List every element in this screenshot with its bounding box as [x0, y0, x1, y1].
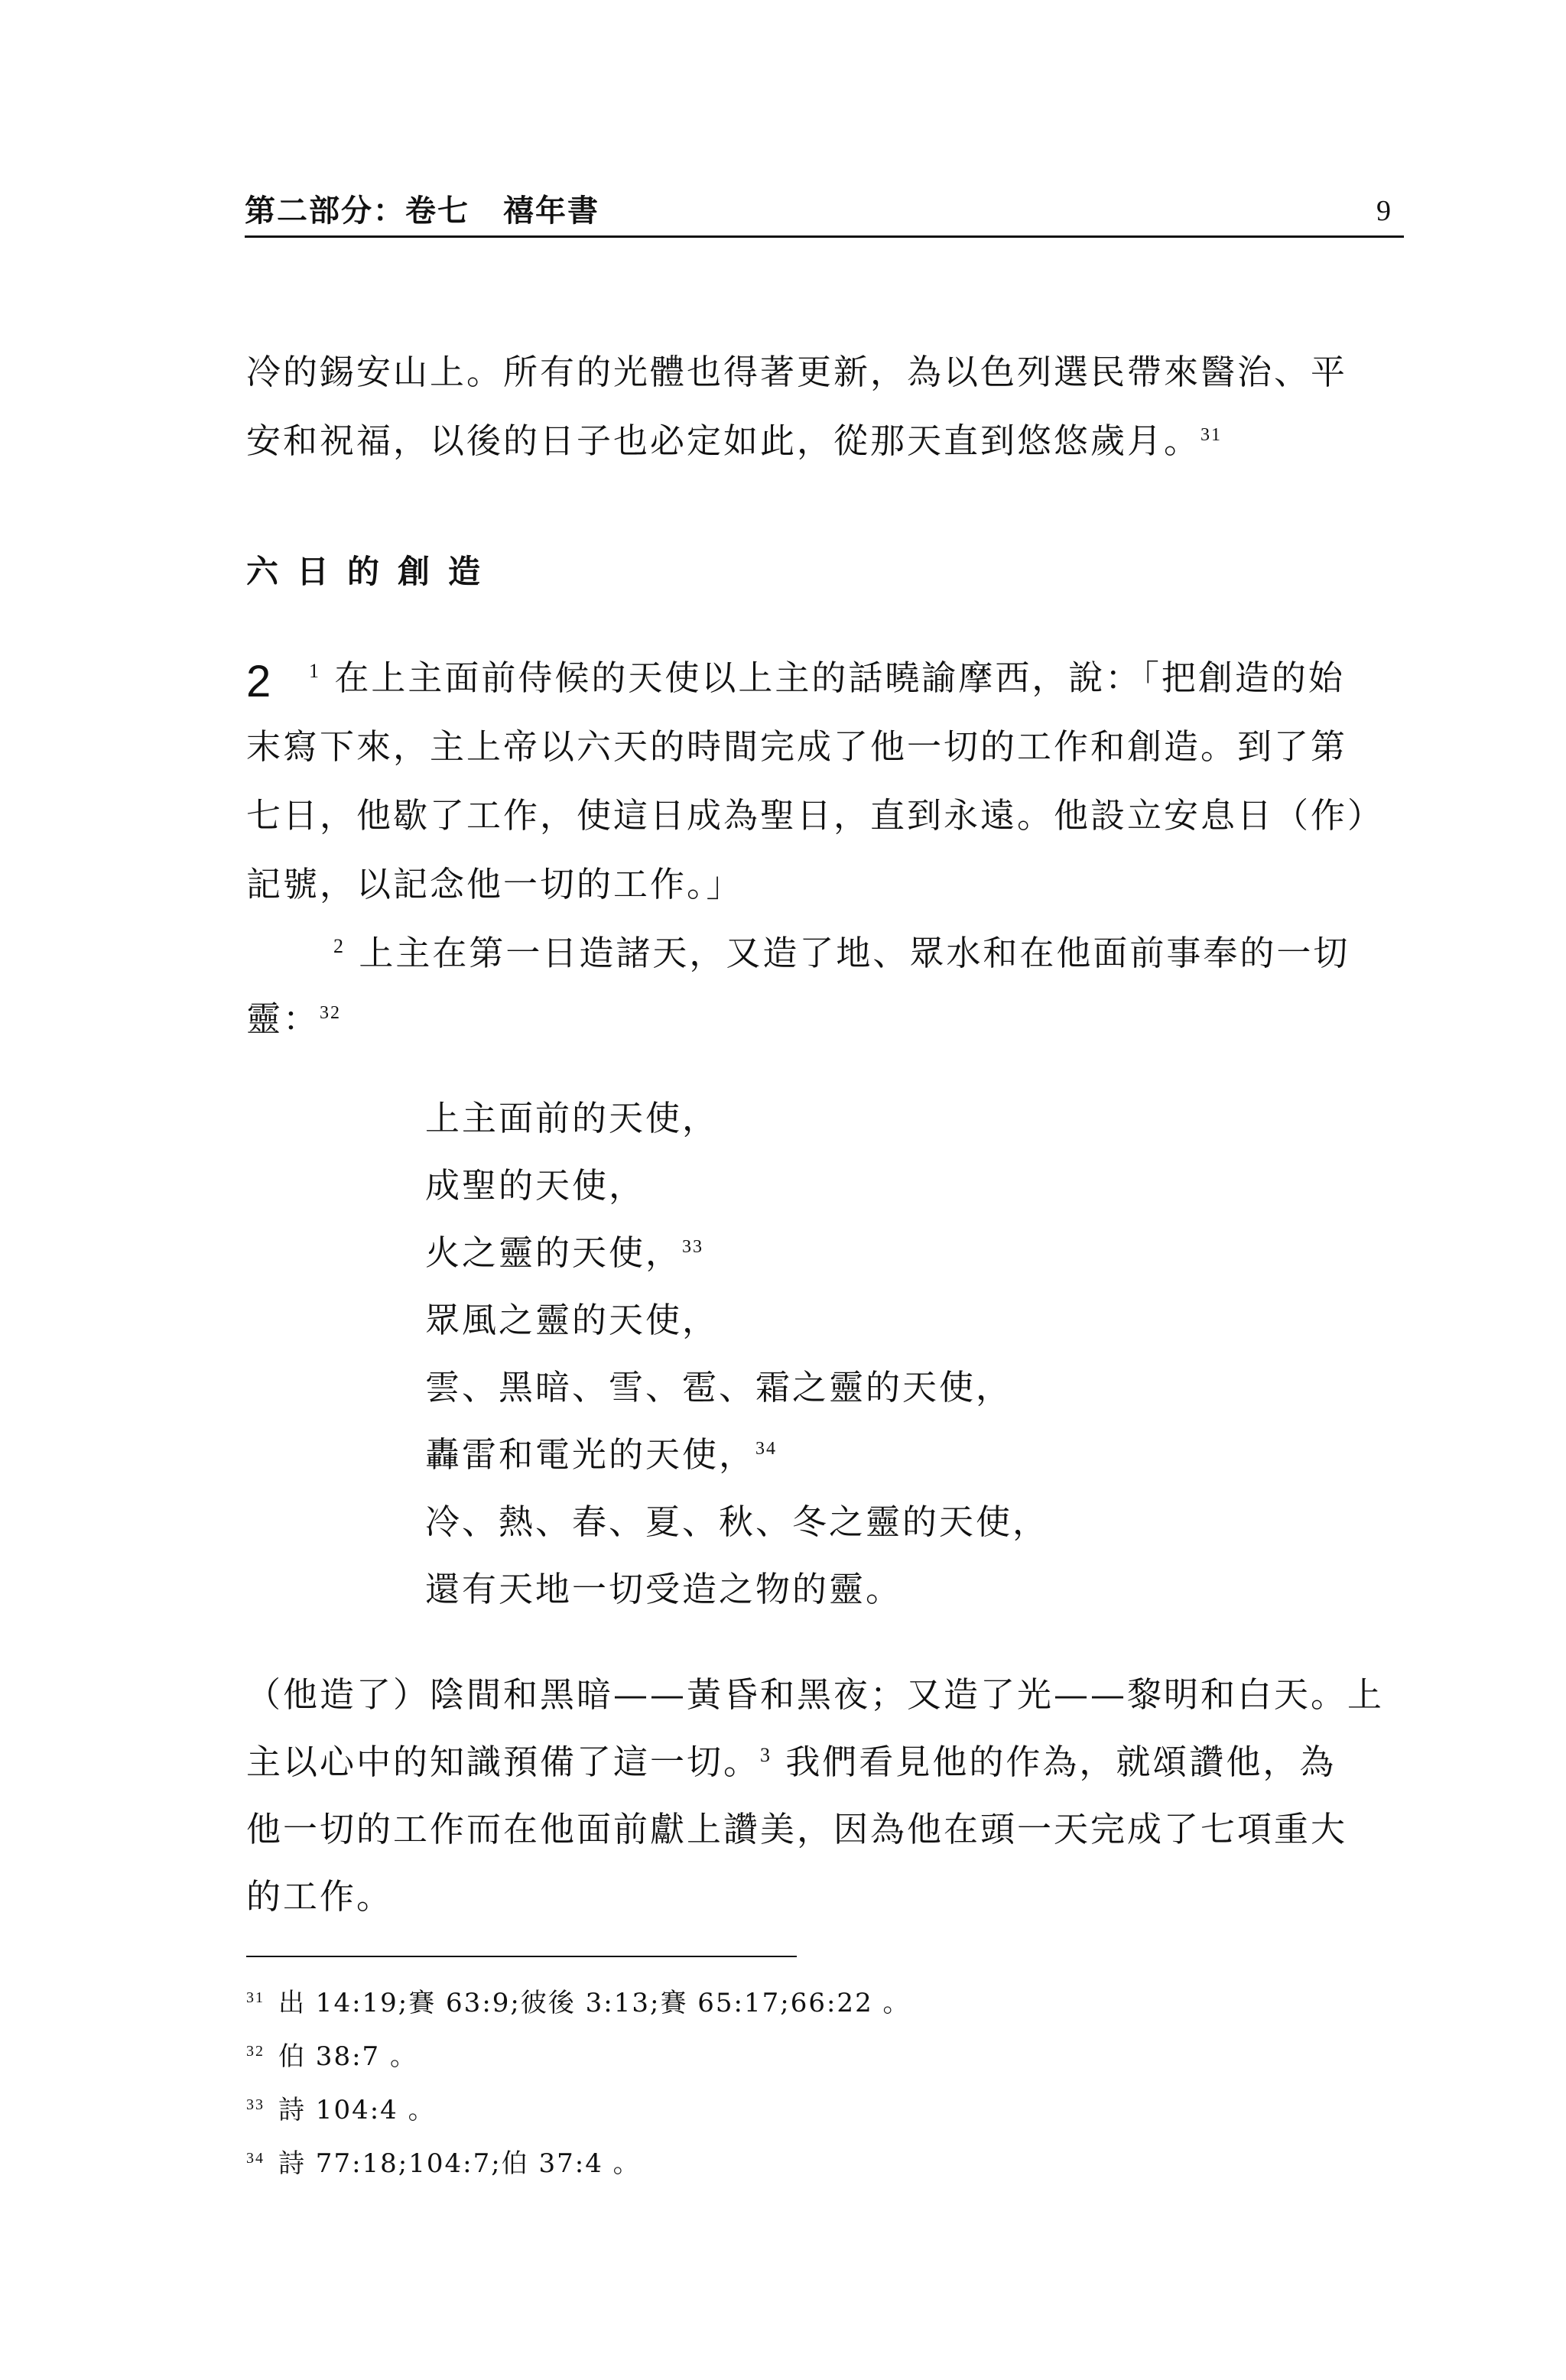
footnote-text: 出 14:19;賽 63:9;彼後 3:13;賽 65:17;66:22 。: [278, 1988, 911, 2018]
verse-1-line-2: 末寫下來，主上帝以六天的時間完成了他一切的工作和創造。到了第: [246, 726, 1348, 767]
footnote: [246, 2035, 417, 2073]
verse-number: 1: [309, 660, 321, 682]
paragraph-line-2: 主以心中的知識預備了這一切。$^3$ 我們看見他的作為，就頌讚他，為: [246, 1742, 1337, 1782]
running-header: [245, 187, 599, 230]
chapter-number: 2: [246, 657, 271, 706]
footnote-ref: 31: [1200, 425, 1223, 445]
footnote-number: 34: [246, 2149, 265, 2167]
paragraph-line-3: 他一切的工作而在他面前獻上讚美，因為他在頭一天完成了七項重大: [246, 1809, 1348, 1849]
poem-line: 轟雷和電光的天使，$^{34}$: [425, 1434, 778, 1475]
footnote-text: 詩 104:4 。: [278, 2095, 436, 2125]
intro-line-2: [246, 420, 1223, 461]
page-number: 9: [1376, 195, 1391, 227]
poem-line: 雲、黑暗、雪、雹、霜之靈的天使，: [425, 1367, 1013, 1408]
poem-line: 成聖的天使，: [425, 1165, 646, 1206]
verse-2-line-1: [333, 933, 1350, 973]
verse-1-line-1: [309, 658, 1345, 698]
footnote-text: 詩 77:18;104:7;伯 37:4 。: [278, 2148, 641, 2179]
footnote-number: 31: [246, 1989, 265, 2006]
poem-line: 眾風之靈的天使，: [425, 1300, 720, 1340]
verse-text: 靈：: [246, 998, 320, 1039]
footnote-ref: 34: [755, 1439, 778, 1459]
footnote-ref: 33: [682, 1237, 704, 1257]
footnote-rule: [246, 1956, 797, 1957]
paragraph-line-1: （他造了）陰間和黑暗——黃昏和黑夜；又造了光——黎明和白天。上: [246, 1674, 1385, 1715]
verse-text: 在上主面前侍候的天使以上主的話曉諭摩西，說：「把創造的始: [334, 658, 1345, 698]
poem-line: 上主面前的天使，: [425, 1098, 720, 1138]
footnote-ref: 32: [320, 1003, 342, 1023]
poem-line: 冷、熱、春、夏、秋、冬之靈的天使，: [425, 1502, 1050, 1542]
verse-number: 2: [333, 935, 346, 957]
verse-2-line-2: [246, 998, 342, 1039]
footnote-text: 伯 38:7 。: [278, 2041, 417, 2072]
section-title: 六日的創造: [246, 553, 499, 590]
footnote: [246, 2089, 436, 2126]
verse-text: 上主在第一日造諸天，又造了地、眾水和在他面前事奉的一切: [359, 933, 1350, 973]
header-section: 第二部分：卷七: [245, 193, 469, 229]
header-book-title: 禧年書: [503, 193, 599, 229]
verse-1-line-4: 記號，以記念他一切的工作。」: [246, 864, 743, 904]
paragraph-line-4: 的工作。: [246, 1876, 394, 1917]
poem-line: 火之靈的天使，$^{33}$: [425, 1232, 704, 1273]
footnote: [246, 2142, 641, 2180]
footnote: [246, 1982, 911, 2019]
intro-line-1: 冷的錫安山上。所有的光體也得著更新，為以色列選民帶來醫治、平: [246, 352, 1348, 392]
verse-1-line-3: 七日，他歇了工作，使這日成為聖日，直到永遠。他設立安息日（作）: [246, 795, 1385, 836]
footnote-number: 32: [246, 2042, 265, 2060]
verse-number: 3: [760, 1744, 773, 1766]
header-rule: [245, 235, 1404, 238]
intro-line-2-text: 安和祝福，以後的日子也必定如此，從那天直到悠悠歲月。: [246, 420, 1201, 461]
poem-line: 還有天地一切受造之物的靈。: [425, 1569, 903, 1609]
footnote-number: 33: [246, 2096, 265, 2113]
